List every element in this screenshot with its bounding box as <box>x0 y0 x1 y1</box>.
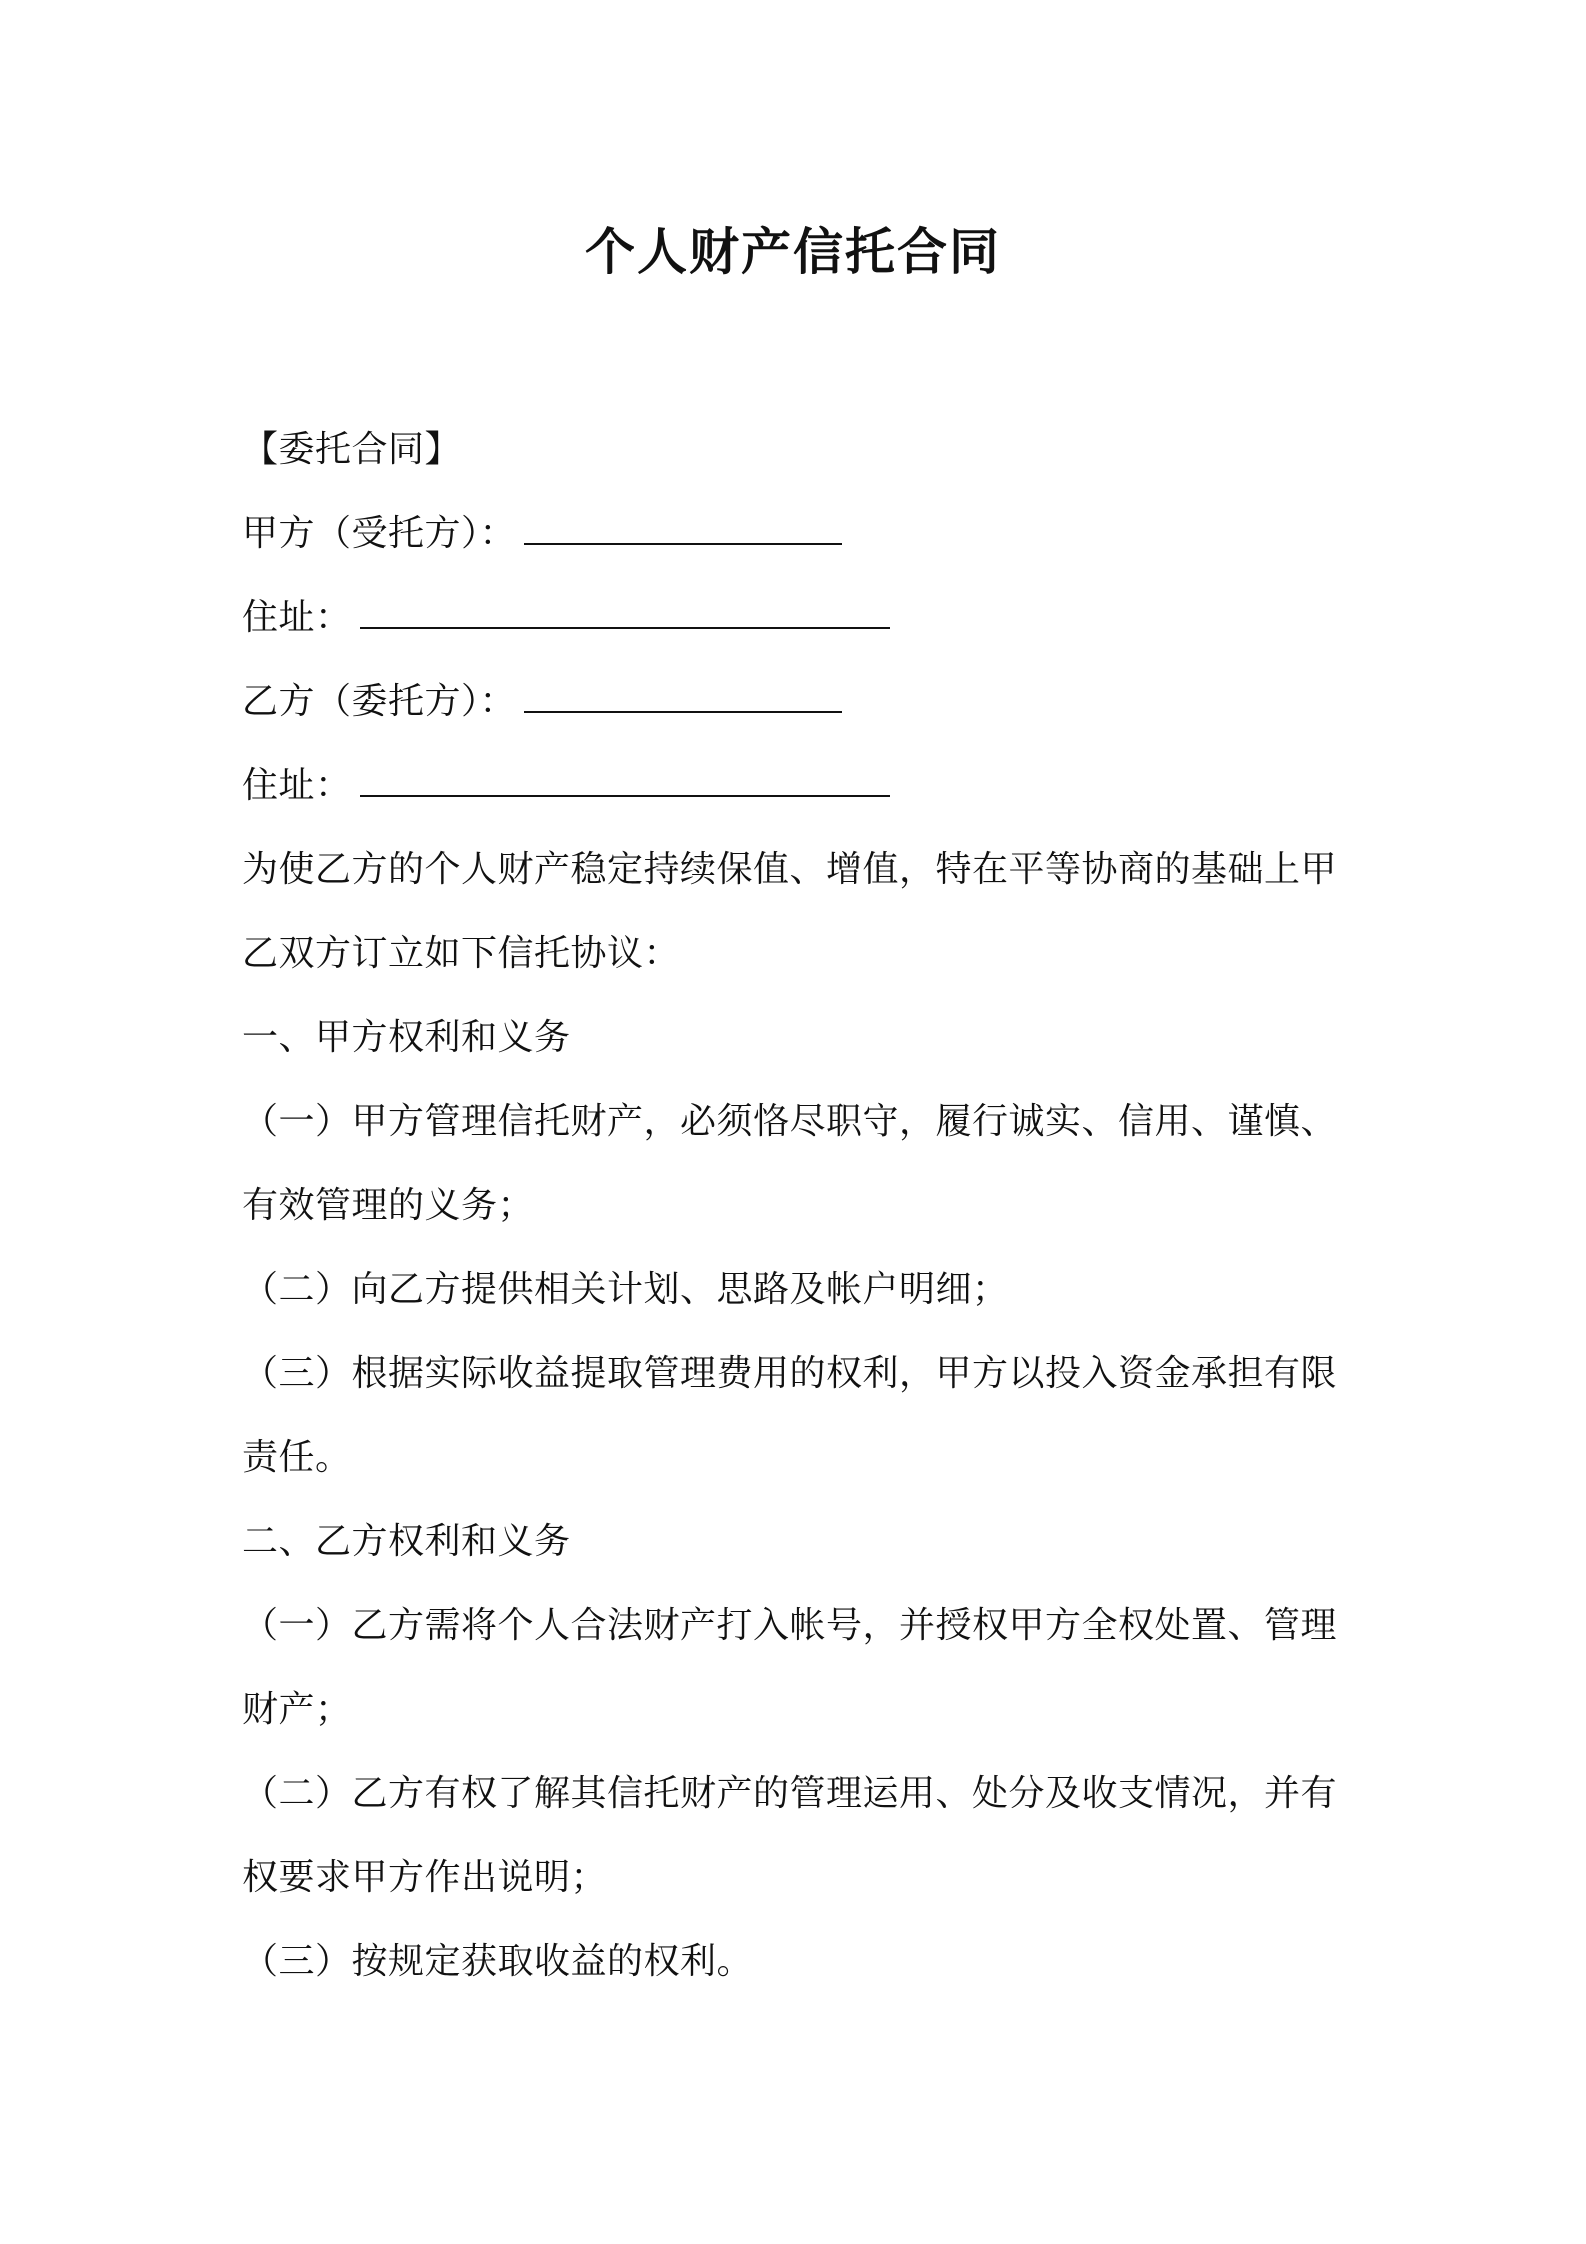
party-a-blank <box>524 523 842 545</box>
section-heading: 二、乙方权利和义务 <box>242 1521 571 1562</box>
party-a-address-blank <box>360 607 890 629</box>
party-b-blank <box>524 691 842 713</box>
party-a-label: 甲方（受托方）： <box>242 513 517 554</box>
clause-line: （三）按规定获取收益的权利。 <box>242 1941 754 1982</box>
clause-line: （一）乙方需将个人合法财产打入帐号，并授权甲方全权处置、管理 <box>242 1605 1338 1646</box>
clause-line: 财产； <box>242 1689 352 1730</box>
clause-line: （二）向乙方提供相关计划、思路及帐户明细； <box>242 1269 1009 1310</box>
preamble-line: 乙双方订立如下信托协议： <box>242 933 681 974</box>
address-label: 住址： <box>242 765 352 806</box>
party-b-address-blank <box>360 775 890 797</box>
clause-line: （二）乙方有权了解其信托财产的管理运用、处分及收支情况，并有 <box>242 1773 1338 1814</box>
party-a-line <box>242 492 1362 576</box>
document-body <box>242 408 1362 2004</box>
clause-line: （三）根据实际收益提取管理费用的权利，甲方以投入资金承担有限 <box>242 1353 1338 1394</box>
party-b-label: 乙方（委托方）： <box>242 681 517 722</box>
section-heading: 一、甲方权利和义务 <box>242 1017 571 1058</box>
party-a-address-line <box>242 576 1362 660</box>
party-b-address-line <box>242 744 1362 828</box>
document-title: 个人财产信托合同 <box>585 223 1001 281</box>
section-tag: 【委托合同】 <box>242 429 462 470</box>
clause-line: 权要求甲方作出说明； <box>242 1857 608 1898</box>
address-label: 住址： <box>242 597 352 638</box>
clause-line: 有效管理的义务； <box>242 1185 535 1226</box>
party-b-line <box>242 660 1362 744</box>
clause-line: （一）甲方管理信托财产，必须恪尽职守，履行诚实、信用、谨慎、 <box>242 1101 1338 1142</box>
clause-line: 责任。 <box>242 1437 352 1478</box>
preamble-line: 为使乙方的个人财产稳定持续保值、增值，特在平等协商的基础上甲 <box>242 849 1338 890</box>
